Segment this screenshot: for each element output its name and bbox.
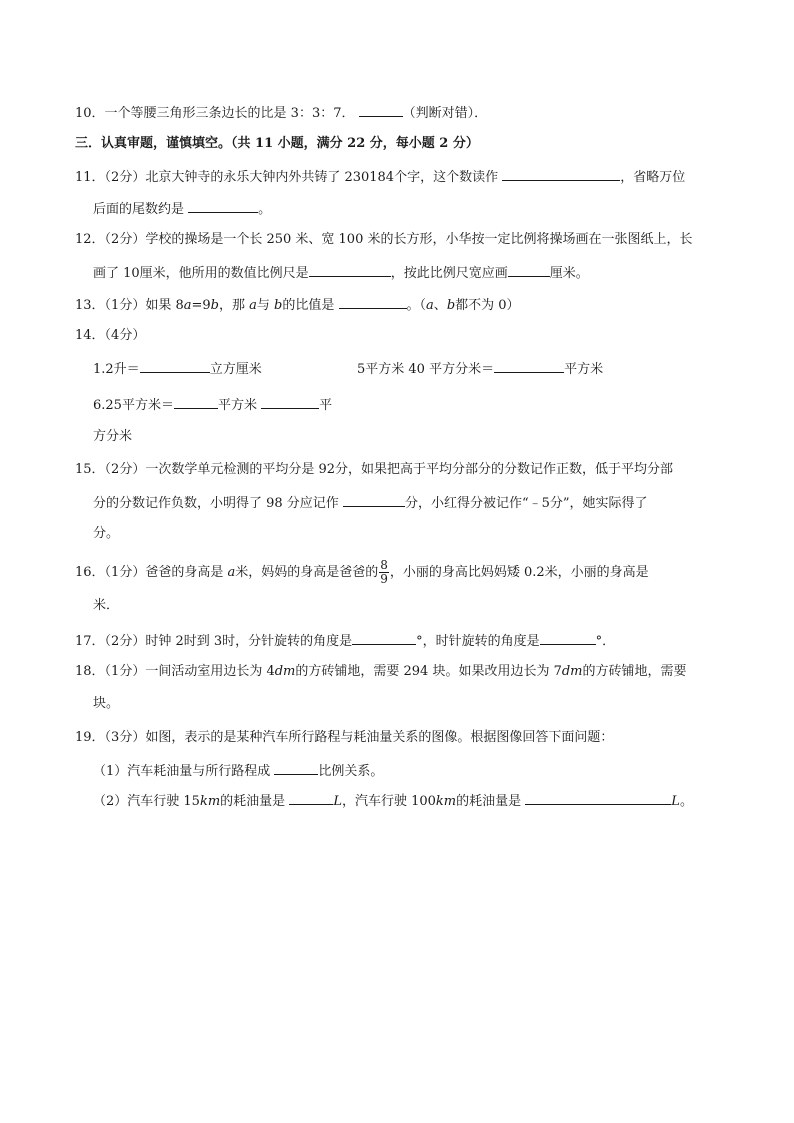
fraction-8-9: $\frac{8}{9}$ [380, 558, 388, 586]
question-19-part2: （2）汽车行驶 15km的耗油量是 L，汽车行驶 100km的耗油量是 L。 [93, 791, 693, 811]
answer-blank[interactable] [494, 359, 564, 373]
question-15-line3: 分。 [93, 526, 120, 541]
question-14-item1: 1.2升＝ 立方厘米 [93, 359, 262, 379]
question-18-line2: 块。 [93, 696, 120, 711]
question-14-item3: 6.25平方米＝ 平方米 平 [93, 395, 332, 415]
question-19-part1: （1）汽车耗油量与所行路程成 比例关系。 [93, 761, 383, 781]
question-10: 10．一个等腰三角形三条边长的比是 3：3：7． （判断对错）． [75, 103, 487, 123]
answer-blank[interactable] [289, 791, 333, 805]
question-12: 12．（2分）学校的操场是一个长 250 米、宽 100 米的长方形，小华按一定比例将操场画在一张图纸上，长 [75, 232, 693, 247]
answer-blank[interactable] [309, 263, 391, 277]
answer-blank[interactable] [343, 493, 405, 507]
answer-blank[interactable] [188, 199, 258, 213]
answer-blank[interactable] [339, 295, 407, 309]
question-11-line2: 后面的尾数约是 。 [93, 199, 271, 219]
answer-blank[interactable] [359, 103, 403, 117]
answer-blank[interactable] [540, 631, 596, 645]
answer-blank[interactable] [174, 395, 218, 409]
question-16: 16．（1分）爸爸的身高是 a米，妈妈的身高是爸爸的 $\frac{8}{9}$ ，小丽的身高比妈妈矮 0.2米，小丽的身高是 [75, 558, 649, 586]
question-15: 15．（2分）一次数学单元检测的平均分是 92分，如果把高于平均分部分的分数记作正数，低于平均分部 [75, 462, 673, 477]
question-11: 11．（2分）北京大钟寺的永乐大钟内外共铸了 230184个字，这个数读作 ，省略万位 [75, 167, 685, 187]
question-14-item2: 5平方米 40 平方分米＝ 平方米 [357, 359, 603, 379]
question-18: 18．（1分）一间活动室用边长为 4dm的方砖铺地，需要 294 块。如果改用边长为 7dm的方砖铺地，需要 [75, 664, 687, 679]
question-17: 17．（2分）时钟 2时到 3时，分针旋转的角度是 °，时针旋转的角度是 °． [75, 631, 615, 651]
question-14-item3-cont: 方分米 [93, 429, 133, 444]
question-19: 19．（3分）如图，表示的是某种汽车所行路程与耗油量关系的图像。根据图像回答下面问题： [75, 730, 614, 745]
answer-blank[interactable] [261, 395, 319, 409]
answer-blank[interactable] [140, 359, 210, 373]
answer-blank[interactable] [352, 631, 416, 645]
question-16-line2: 米． [93, 598, 120, 613]
question-12-line2: 画了 10厘米，他所用的数值比例尺是 ，按此比例尺宽应画 厘米。 [93, 263, 589, 283]
answer-blank[interactable] [502, 167, 620, 181]
question-13: 13．（1分）如果 8a=9b，那 a与 b的比值是 。（a、b都不为 0） [75, 295, 520, 315]
answer-blank[interactable] [274, 761, 318, 775]
section-3-title: 三．认真审题，谨慎填空。（共 11 小题，满分 22 分，每小题 2 分） [75, 136, 479, 151]
answer-blank[interactable] [508, 263, 550, 277]
answer-blank[interactable] [525, 791, 671, 805]
question-14: 14．（4分） [75, 328, 146, 343]
question-15-line2: 分的分数记作负数，小明得了 98 分应记作 分，小红得分被记作“﹣5分”，她实际得了 [93, 493, 648, 513]
